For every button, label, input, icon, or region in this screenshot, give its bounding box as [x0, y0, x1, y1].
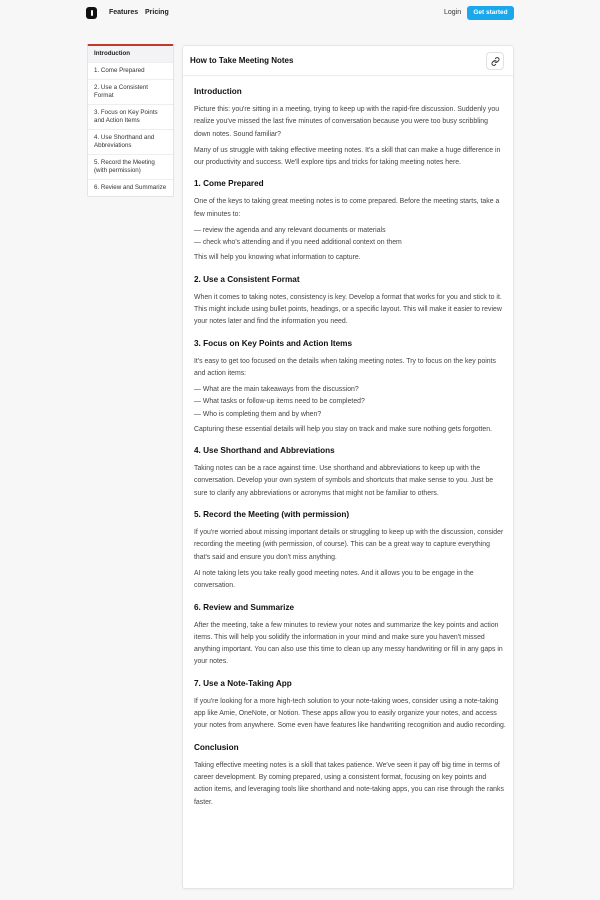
article-content	[194, 87, 506, 819]
get-started-button[interactable]: Get started	[467, 6, 514, 20]
toc-item[interactable]: 1. Come Prepared	[88, 63, 173, 80]
table-of-contents	[87, 44, 174, 197]
paragraph: Capturing these essential details will help you stay on track and make sure nothing gets forgotten.	[194, 425, 492, 433]
paragraph: Taking effective meeting notes is a skill that takes patience. We've seen it pay off big time in terms of career development. By coming prepared, using a consistent format, focusing on key points and action items, and leveraging tools like shorthand and note-taking apps, you can rise through the ranks faster.	[194, 761, 504, 806]
bullet-list	[194, 384, 506, 421]
article-section	[194, 679, 506, 733]
section-heading: 5. Record the Meeting (with permission)	[194, 510, 350, 520]
section-heading: 1. Come Prepared	[194, 179, 264, 189]
paragraph: After the meeting, take a few minutes to review your notes and summarize the key points and action items. This will help you solidify the information in your mind and make sure you haven't missed anything important. You can also use this time to clean up any messy handwriting or fill in any gaps in your notes.	[194, 621, 503, 666]
paragraph: It's easy to get too focused on the details when taking meeting notes. Try to focus on the key points and action items:	[194, 357, 497, 377]
bullet-list	[194, 225, 506, 249]
toc-item[interactable]: 4. Use Shorthand and Abbreviations	[88, 130, 173, 155]
article-section	[194, 743, 506, 809]
toc-item[interactable]: 3. Focus on Key Points and Action Items	[88, 105, 173, 130]
article-card	[182, 45, 514, 889]
paragraph: Taking notes can be a race against time. Use shorthand and abbreviations to keep up with the conversation. Develop your own system of symbols and shortcuts that make sense to you. Just be sure to clarify any abbreviations or acronyms that might not be familiar to others.	[194, 465, 494, 497]
section-heading: 3. Focus on Key Points and Action Items	[194, 338, 353, 348]
article-section	[194, 87, 506, 169]
nav-pricing-link[interactable]: Pricing	[145, 9, 169, 16]
list-item: — What are the main takeaways from the discussion?	[194, 384, 506, 396]
article-section	[194, 179, 506, 264]
article-section	[194, 339, 506, 437]
article-title: How to Take Meeting Notes	[190, 56, 294, 65]
toc-item[interactable]: Introduction	[88, 46, 173, 63]
top-nav	[0, 0, 600, 28]
toc-item[interactable]: 6. Review and Summarize	[94, 184, 167, 191]
list-item: — review the agenda and any relevant documents or materials	[194, 225, 506, 237]
article-header	[183, 46, 513, 76]
login-link[interactable]: Login	[444, 9, 462, 16]
section-heading: 7. Use a Note-Taking App	[194, 678, 292, 688]
section-heading: 2. Use a Consistent Format	[194, 274, 300, 284]
article-section	[194, 275, 506, 329]
article-section	[194, 603, 506, 669]
link-icon	[491, 57, 500, 66]
list-item: — check who's attending and if you need additional context on them	[194, 237, 506, 249]
section-heading: Conclusion	[194, 742, 239, 752]
paragraph: If you're worried about missing important details or struggling to keep up with the discussion, consider recording the meeting (with permission, of course). This can be a great way to capture everything that's said and ensure you don't miss anything.	[194, 529, 504, 561]
list-item: — Who is completing them and by when?	[194, 409, 506, 421]
section-heading: 6. Review and Summarize	[194, 602, 295, 612]
list-item: — What tasks or follow-up items need to be completed?	[194, 396, 506, 408]
paragraph: Picture this: you're sitting in a meeting, trying to keep up with the rapid-fire discussion. Suddenly you realize you've missed the last five minutes of conversation because you were too busy scribbling down notes. Sound familiar?	[194, 106, 500, 138]
paragraph: If you're looking for a more high-tech solution to your note-taking woes, consider using a note-taking app like Amie, OneNote, or Notion. These apps allow you to easily organize your notes, and access your notes from anywhere. Some even have features like handwriting recognition and audio recording.	[194, 697, 506, 730]
article-section	[194, 510, 506, 592]
article-section	[194, 446, 506, 500]
paragraph: AI note taking lets you take really good meeting notes. And it allows you to be engage in the conversation.	[194, 569, 474, 590]
section-heading: Introduction	[194, 87, 242, 96]
toc-item[interactable]: 2. Use a Consistent Format	[88, 80, 173, 105]
nav-features-link[interactable]: Features	[109, 9, 139, 16]
toc-item[interactable]: 5. Record the Meeting (with permission)	[88, 155, 173, 180]
paragraph: Many of us struggle with taking effective meeting notes. It's a skill that can make a huge difference in our productivity and success. We'll explore tips and tricks for taking meeting notes here.	[194, 146, 501, 167]
paragraph: One of the keys to taking great meeting notes is to come prepared. Before the meeting starts, take a few minutes to:	[194, 198, 500, 218]
logo-icon[interactable]	[86, 7, 97, 19]
copy-link-button[interactable]	[486, 52, 504, 70]
section-heading: 4. Use Shorthand and Abbreviations	[194, 446, 335, 456]
paragraph: When it comes to taking notes, consistency is key. Develop a format that works for you and stick to it. This might include using bullet points, headings, or a specific layout. This will make it easier to review your notes later and find the information you need.	[194, 293, 502, 326]
paragraph: This will help you knowing what information to capture.	[194, 254, 361, 262]
